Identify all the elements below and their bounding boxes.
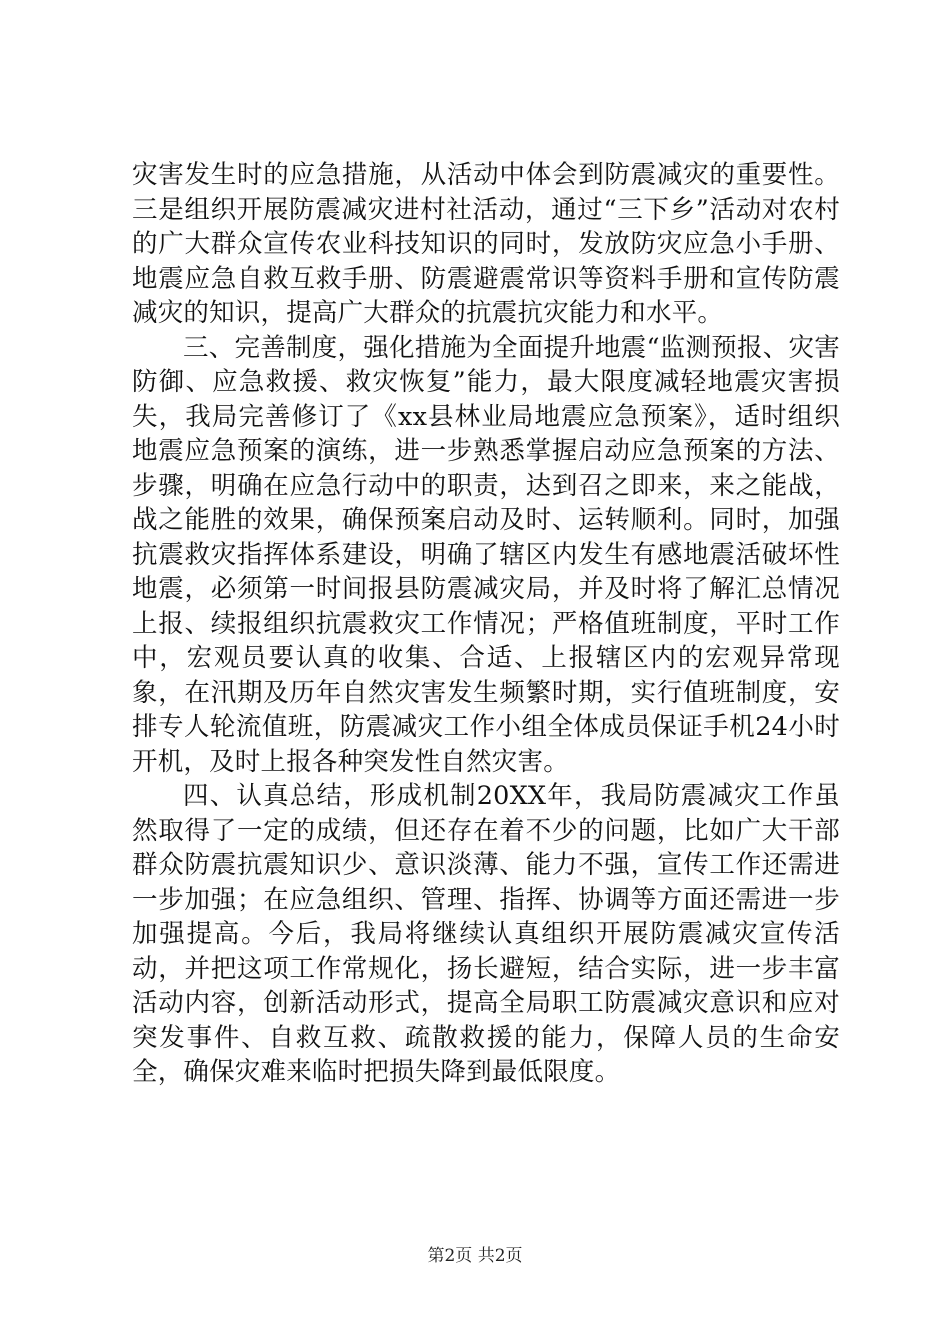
document-body bbox=[132, 158, 840, 1090]
paragraph-section-three: 三、完善制度，强化措施为全面提升地震“监测预报、灾害防御、应急救援、救灾恢复”能力，最大限度减轻地震灾害损失，我局完善修订了《xx县林业局地震应急预案》，适时组织地震应急预案的演练，进一步熟悉掌握启动应急预案的方法、步骤，明确在应急行动中的职责，达到召之即来，来之能战，战之能胜的效果，确保预案启动及时、运转顺利。同时，加强抗震救灾指挥体系建设，明确了辖区内发生有感地震活破坏性地震，必须第一时间报县防震减灾局，并及时将了解汇总情况上报、续报组织抗震救灾工作情况；严格值班制度，平时工作中，宏观员要认真的收集、合适、上报辖区内的宏观异常现象，在汛期及历年自然灾害发生频繁时期，实行值班制度，安排专人轮流值班，防震减灾工作小组全体成员保证手机24小时开机，及时上报各种突发性自然灾害。 bbox=[132, 332, 840, 777]
page-footer: 第2页 共2页 bbox=[427, 1246, 523, 1266]
paragraph-continuation: 灾害发生时的应急措施，从活动中体会到防震减灾的重要性。三是组织开展防震减灾进村社活动，通过“三下乡”活动对农村的广大群众宣传农业科技知识的同时，发放防灾应急小手册、地震应急自救互救手册、防震避震常识等资料手册和宣传防震减灾的知识，提高广大群众的抗震抗灾能力和水平。 bbox=[132, 160, 840, 328]
paragraph-section-four: 四、认真总结，形成机制20XX年，我局防震减灾工作虽然取得了一定的成绩，但还存在着不少的问题，比如广大干部群众防震抗震知识少、意识淡薄、能力不强，宣传工作还需进一步加强；在应急组织、管理、指挥、协调等方面还需进一步加强提高。今后，我局将继续认真组织开展防震减灾宣传活动，并把这项工作常规化，扬长避短，结合实际，进一步丰富活动内容，创新活动形式，提高全局职工防震减灾意识和应对突发事件、自救互救、疏散救援的能力，保障人员的生命安全，确保灾难来临时把损失降到最低限度。 bbox=[132, 781, 840, 1087]
